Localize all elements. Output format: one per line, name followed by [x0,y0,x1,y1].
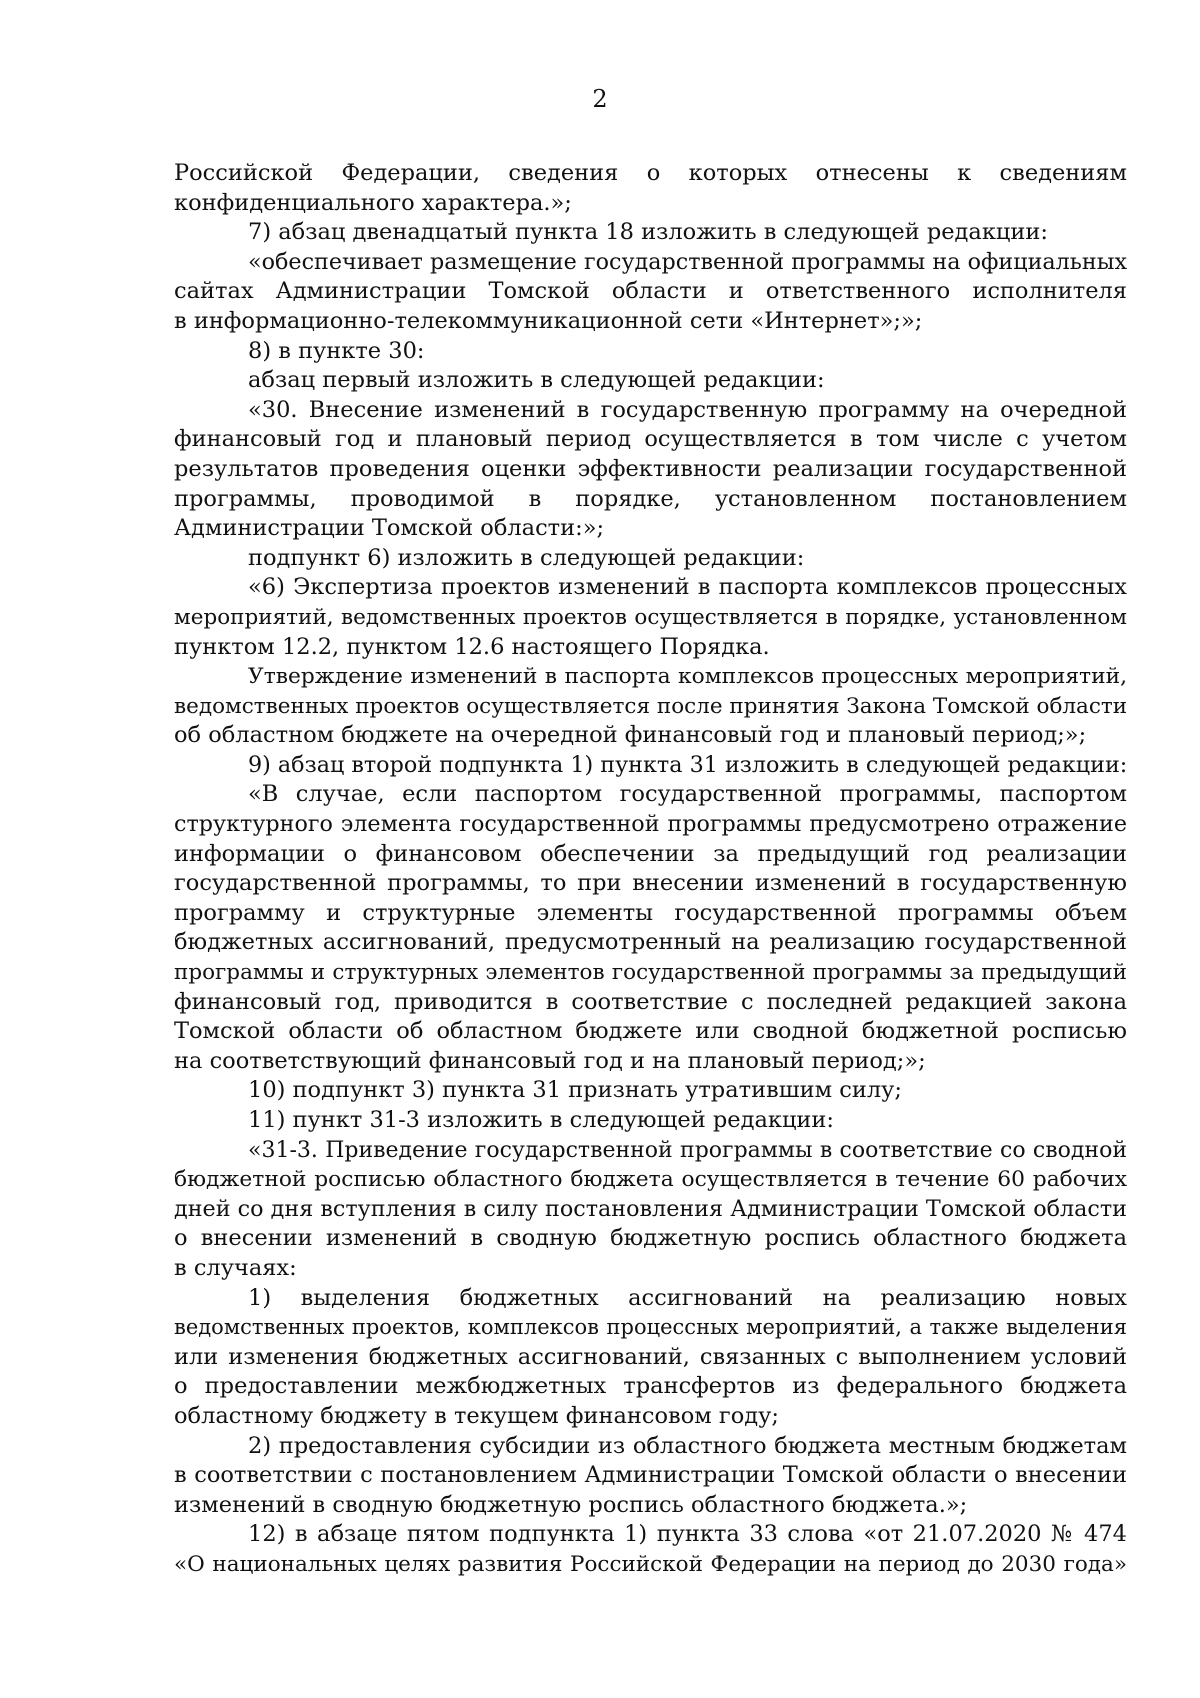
text-line: структурного элемента государственной программы предусмотрено отражение [174,811,1127,838]
text-line: программы, проводимой в порядке, установленном постановлением [174,485,1127,512]
text-line: конфиденциального характера.»; [174,189,572,216]
text-line: «30. Внесение изменений в государственную программу на очередной [248,396,1127,423]
text-line: 9) абзац второй подпункта 1) пункта 31 изложить в следующей редакции: [248,751,1127,778]
page-number: 2 [592,85,608,113]
text-line: 11) пункт 31-3 изложить в следующей редакции: [248,1107,834,1133]
text-line: или изменения бюджетных ассигнований, связанных с выполнением условий [174,1343,1127,1370]
text-line: о внесении изменений в сводную бюджетную роспись областного бюджета [174,1225,1127,1252]
text-line: бюджетных ассигнований, предусмотренный на реализацию государственной [174,929,1127,956]
text-line: в случаях: [174,1254,297,1281]
text-line: «В случае, если паспортом государственной программы, паспортом [248,781,1127,808]
document-body [174,159,1127,1580]
text-line: подпункт 6) изложить в следующей редакции: [248,544,805,571]
text-line: бюджетной росписью областного бюджета осуществляется в течение 60 рабочих [174,1167,1127,1193]
text-line: сайтах Администрации Томской области и ответственного исполнителя [174,278,1127,305]
text-line: Томской области об областном бюджете или сводной бюджетной росписью [174,1018,1127,1045]
text-line: Администрации Томской области:»; [174,515,605,542]
text-line: финансовый год, приводится в соответствие с последней редакцией закона [174,988,1127,1015]
text-line: 10) подпункт 3) пункта 31 признать утратившим силу; [248,1077,903,1104]
text-line: дней со дня вступления в силу постановления Администрации Томской области [174,1195,1127,1222]
text-line: 7) абзац двенадцатый пункта 18 изложить в следующей редакции: [248,219,1048,246]
text-line: в соответствии с постановлением Администрации Томской области о внесении [174,1462,1127,1489]
text-line: Утверждение изменений в паспорта комплексов процессных мероприятий, [248,664,1127,690]
text-line: 12) в абзаце пятом подпункта 1) пункта 33 слова «от 21.07.2020 № 474 [248,1521,1127,1548]
text-line: о предоставлении межбюджетных трансфертов из федерального бюджета [174,1373,1127,1400]
text-line: «6) Экспертиза проектов изменений в паспорта комплексов процессных [248,574,1127,601]
text-line: в информационно-телекоммуникационной сети «Интернет»;»; [174,307,923,334]
text-line: об областном бюджете на очередной финансовый год и плановый период;»; [174,722,1087,749]
text-line: Российской Федерации, сведения о которых отнесены к сведениям [174,160,1127,186]
text-line: на соответствующий финансовый год и на плановый период;»; [174,1047,926,1074]
text-line: 8) в пункте 30: [248,337,425,364]
text-line: изменений в сводную бюджетную роспись областного бюджета.»; [174,1491,968,1518]
text-line: областному бюджету в текущем финансовом году; [174,1402,779,1429]
text-line: государственной программы, то при внесении изменений в государственную [174,870,1127,897]
text-line: «31-3. Приведение государственной программы в соответствие со сводной [248,1137,1127,1163]
text-line: финансовый год и плановый период осуществляется в том числе с учетом [174,426,1127,453]
text-line: пунктом 12.2, пунктом 12.6 настоящего Порядка. [174,633,770,660]
text-line: 1) выделения бюджетных ассигнований на реализацию новых [248,1284,1127,1311]
text-line: 2) предоставления субсидии из областного бюджета местным бюджетам [248,1432,1127,1459]
text-line: информации о финансовом обеспечении за предыдущий год реализации [174,840,1127,867]
text-line: «обеспечивает размещение государственной программы на официальных [248,248,1127,275]
text-line: ведомственных проектов осуществляется после принятия Закона Томской области [174,693,1127,719]
text-line: программу и структурные элементы государственной программы объем [174,899,1127,926]
text-line: абзац первый изложить в следующей редакции: [248,367,825,394]
text-line: ведомственных проектов, комплексов процессных мероприятий, а также выделения [174,1315,1127,1340]
text-line: мероприятий, ведомственных проектов осуществляется в порядке, установленном [174,604,1127,630]
text-line: «О национальных целях развития Российской Федерации на период до 2030 года» [174,1551,1127,1577]
text-line: результатов проведения оценки эффективности реализации государственной [174,455,1127,482]
text-line: программы и структурных элементов государственной программы за предыдущий [174,960,1127,986]
